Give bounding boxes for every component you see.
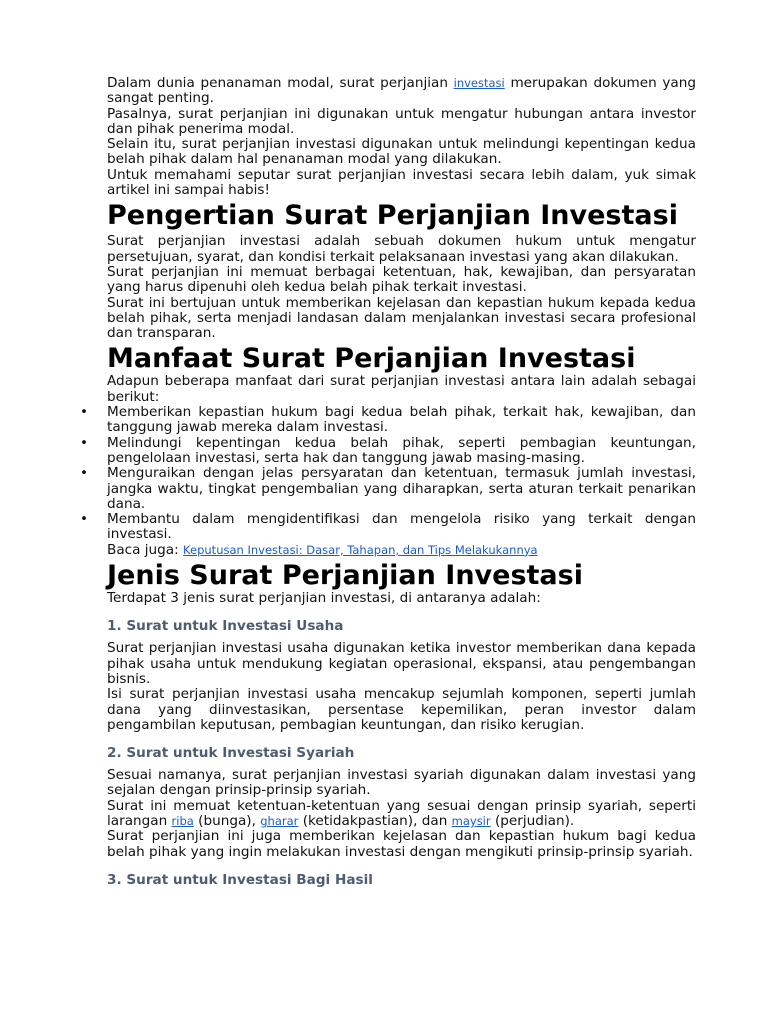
intro-paragraph-1 xyxy=(107,76,696,107)
syariah-paragraph-1: Sesuai namanya, surat perjanjian investasi syariah digunakan dalam investasi yang sejalan dengan prinsip-prinsip syariah. xyxy=(107,767,696,799)
bullet-icon: • xyxy=(80,465,89,482)
pengertian-paragraph-1: Surat perjanjian investasi adalah sebuah dokumen hukum untuk mengatur persetujuan, syarat, dan kondisi terkait pelaksanaan investasi yang akan dilakukan. xyxy=(107,233,696,265)
usaha-paragraph-1: Surat perjanjian investasi usaha digunakan ketika investor memberikan dana kepada pihak usaha untuk mendukung kegiatan operasional, ekspansi, atau pengembangan bisnis. xyxy=(107,640,696,687)
bullet-icon: • xyxy=(80,434,89,451)
list-item: • Memberikan kepastian hukum bagi kedua belah pihak, terkait hak, kewajiban, dan tanggung jawab mereka dalam investasi. xyxy=(80,404,696,436)
jenis-intro: Terdapat 3 jenis surat perjanjian investasi, di antaranya adalah: xyxy=(107,590,541,607)
heading-pengertian: Pengertian Surat Perjanjian Investasi xyxy=(107,200,678,232)
syariah-paragraph-2: Surat ini memuat ketentuan-ketentuan yang sesuai dengan prinsip syariah, seperti larangan riba (bunga), gharar (ketidakpastian), dan maysir (perjudian). xyxy=(107,797,696,829)
pengertian-paragraph-3: Surat ini bertujuan untuk memberikan kejelasan dan kepastian hukum kepada kedua belah pihak, serta menjadi landasan dalam menjalankan investasi secara profesional dan transparan. xyxy=(107,294,696,342)
subheading-investasi-usaha: 1. Surat untuk Investasi Usaha xyxy=(107,618,344,635)
read-also-link[interactable]: Keputusan Investasi: Dasar, Tahapan, dan Tips Melakukannya xyxy=(183,542,538,557)
article-body xyxy=(80,75,696,895)
investasi-link[interactable]: investasi xyxy=(453,76,505,90)
intro-paragraph-4: Untuk memahami seputar surat perjanjian investasi secara lebih dalam, yuk simak artikel ini sampai habis! xyxy=(107,166,696,199)
list-item: • Melindungi kepentingan kedua belah pihak, seperti pembagian keuntungan, pengelolaan investasi, serta hak dan tanggung jawab masing-masing. xyxy=(80,434,696,466)
intro-text-rest: merupakan dokumen yang sangat penting. xyxy=(107,75,696,107)
usaha-paragraph-2: Isi surat perjanjian investasi usaha mencakup sejumlah komponen, seperti jumlah dana yang diinvestasikan, persentase kepemilikan, peran investor dalam pengambilan keputusan, pembagian keuntungan, dan risiko kerugian. xyxy=(107,686,696,733)
intro-text: Dalam dunia penanaman modal, surat perjanjian xyxy=(107,75,448,91)
syariah-paragraph-3: Surat perjanjian ini juga memberikan kejelasan dan kepastian hukum bagi kedua belah pihak yang ingin melakukan investasi dengan mengikuti prinsip-prinsip syariah. xyxy=(107,828,696,860)
heading-jenis: Jenis Surat Perjanjian Investasi xyxy=(107,560,583,592)
manfaat-list xyxy=(80,404,696,543)
bullet-icon: • xyxy=(80,404,89,421)
maysir-link[interactable]: maysir xyxy=(451,813,491,828)
pengertian-paragraph-2: Surat perjanjian ini memuat berbagai ketentuan, hak, kewajiban, dan persyaratan yang harus dipenuhi oleh kedua belah pihak terkait investasi. xyxy=(107,263,696,296)
read-also-label: Baca juga: xyxy=(107,541,179,558)
list-item: • Membantu dalam mengidentifikasi dan mengelola risiko yang terkait dengan investasi. xyxy=(80,511,696,543)
list-item: • Menguraikan dengan jelas persyaratan dan ketentuan, termasuk jumlah investasi, jangka waktu, tingkat pengembalian yang diharapkan, serta aturan terkait penarikan dana. xyxy=(80,465,696,512)
manfaat-intro: Adapun beberapa manfaat dari surat perjanjian investasi antara lain adalah sebagai berikut: xyxy=(107,373,696,405)
subheading-investasi-bagi-hasil: 3. Surat untuk Investasi Bagi Hasil xyxy=(107,871,373,888)
intro-paragraph-3: Selain itu, surat perjanjian investasi digunakan untuk melindungi kepentingan kedua belah pihak dalam hal penanaman modal yang dilakukan. xyxy=(107,136,696,168)
heading-manfaat: Manfaat Surat Perjanjian Investasi xyxy=(107,343,636,375)
riba-link[interactable]: riba xyxy=(171,813,194,828)
subheading-investasi-syariah: 2. Surat untuk Investasi Syariah xyxy=(107,745,355,762)
bullet-icon: • xyxy=(80,511,89,528)
gharar-link[interactable]: gharar xyxy=(260,813,299,828)
intro-paragraph-2: Pasalnya, surat perjanjian ini digunakan untuk mengatur hubungan antara investor dan pihak penerima modal. xyxy=(107,105,696,137)
read-also xyxy=(107,543,696,558)
